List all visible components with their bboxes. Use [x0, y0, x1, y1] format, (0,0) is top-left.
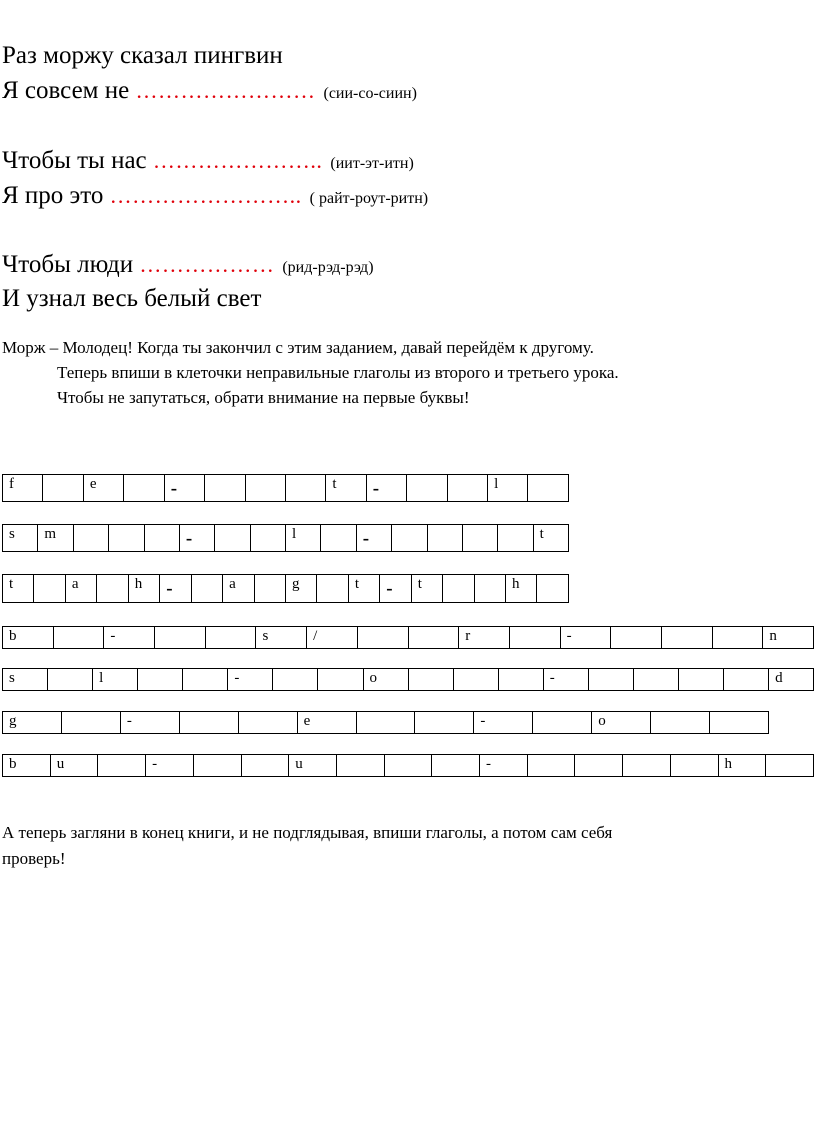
grid-cell[interactable]: s — [3, 525, 38, 551]
grid-cell[interactable] — [239, 712, 298, 733]
grid-cell[interactable]: o — [592, 712, 651, 733]
instruction-line-2: Теперь впиши в клеточки неправильные глаголы из второго и третьего урока. — [57, 363, 619, 382]
grid-cell[interactable] — [634, 669, 679, 690]
grid-cell[interactable]: b — [3, 755, 51, 776]
grid-cell[interactable]: h — [506, 575, 537, 602]
grid-cell[interactable]: t — [412, 575, 443, 602]
poem-line-2 — [2, 78, 417, 103]
grid-cell[interactable] — [246, 475, 286, 501]
grid-cell[interactable]: l — [488, 475, 528, 501]
grid-cell[interactable]: - — [121, 712, 180, 733]
grid-cell[interactable] — [54, 627, 105, 648]
grid-cell[interactable]: - — [146, 755, 194, 776]
grid-cell[interactable]: o — [364, 669, 409, 690]
grid-cell[interactable] — [463, 525, 498, 551]
grid-cell[interactable] — [180, 712, 239, 733]
grid-cell[interactable]: - — [474, 712, 533, 733]
grid-cell[interactable] — [109, 525, 144, 551]
letter-grid-5 — [2, 668, 814, 691]
grid-cell[interactable]: e — [84, 475, 124, 501]
answer-blank-1: …………………… — [135, 78, 316, 103]
poem-line-6: И узнал весь белый свет — [2, 285, 262, 312]
grid-cell[interactable] — [510, 627, 561, 648]
grid-cell[interactable]: - — [380, 575, 411, 602]
grid-cell[interactable]: e — [298, 712, 357, 733]
grid-cell[interactable] — [651, 712, 710, 733]
pronunciation-hint-1: (сии-со-сиин) — [323, 85, 417, 102]
grid-cell[interactable] — [611, 627, 662, 648]
grid-cell[interactable]: - — [160, 575, 191, 602]
poem-line-1: Раз моржу сказал пингвин — [2, 42, 283, 69]
grid-cell[interactable]: t — [3, 575, 34, 602]
grid-cell[interactable] — [498, 525, 533, 551]
grid-cell[interactable] — [183, 669, 228, 690]
letter-grid-7 — [2, 754, 814, 777]
grid-cell[interactable]: s — [3, 669, 48, 690]
footer-line-1: А теперь загляни в конец книги, и не подглядывая, впиши глаголы, а потом сам себя — [2, 823, 613, 842]
grid-cell[interactable]: - — [180, 525, 215, 551]
grid-cell[interactable]: h — [719, 755, 767, 776]
grid-cell[interactable] — [358, 627, 409, 648]
grid-cell[interactable] — [454, 669, 499, 690]
grid-cell[interactable] — [428, 525, 463, 551]
grid-cell[interactable] — [415, 712, 474, 733]
grid-cell[interactable]: - — [104, 627, 155, 648]
grid-cell[interactable] — [392, 525, 427, 551]
grid-cell[interactable] — [528, 475, 568, 501]
grid-cell[interactable] — [251, 525, 286, 551]
grid-cell[interactable] — [255, 575, 286, 602]
grid-cell[interactable] — [537, 575, 568, 602]
pronunciation-hint-2: (иит-эт-итн) — [330, 155, 414, 172]
grid-cell[interactable]: g — [286, 575, 317, 602]
letter-grid-2 — [2, 524, 569, 552]
grid-cell[interactable] — [43, 475, 83, 501]
grid-cell[interactable] — [34, 575, 65, 602]
grid-cell[interactable] — [74, 525, 109, 551]
instruction-line-1: Морж – Молодец! Когда ты закончил с этим заданием, давай перейдём к другому. — [2, 338, 594, 357]
grid-cell[interactable] — [205, 475, 245, 501]
grid-cell[interactable] — [533, 712, 592, 733]
pronunciation-hint-3: ( райт-роут-ритн) — [309, 190, 429, 207]
grid-cell[interactable]: s — [256, 627, 307, 648]
grid-cell[interactable] — [155, 627, 206, 648]
grid-cell[interactable] — [192, 575, 223, 602]
letter-grid-3 — [2, 574, 569, 603]
grid-cell[interactable] — [317, 575, 348, 602]
grid-cell[interactable] — [215, 525, 250, 551]
poem-line-5 — [2, 252, 374, 277]
grid-cell[interactable] — [710, 712, 769, 733]
answer-blank-2: ………………….. — [152, 148, 323, 173]
grid-cell[interactable] — [475, 575, 506, 602]
grid-cell[interactable]: u — [51, 755, 99, 776]
answer-blank-3: …………………….. — [109, 183, 302, 208]
poem-line-3 — [2, 148, 414, 173]
grid-cell[interactable] — [385, 755, 433, 776]
grid-cell[interactable] — [206, 627, 257, 648]
grid-cell[interactable]: - — [165, 475, 205, 501]
grid-cell[interactable]: d — [769, 669, 814, 690]
grid-cell[interactable]: u — [289, 755, 337, 776]
grid-cell[interactable]: a — [223, 575, 254, 602]
grid-cell[interactable] — [357, 712, 416, 733]
pronunciation-hint-4: (рид-рэд-рэд) — [282, 259, 374, 276]
grid-cell[interactable] — [194, 755, 242, 776]
grid-cell[interactable] — [623, 755, 671, 776]
grid-cell[interactable]: - — [357, 525, 392, 551]
grid-cell[interactable] — [97, 575, 128, 602]
grid-cell[interactable] — [145, 525, 180, 551]
grid-cell[interactable] — [575, 755, 623, 776]
grid-cell[interactable] — [318, 669, 363, 690]
grid-cell[interactable]: m — [38, 525, 73, 551]
poem-line-4 — [2, 183, 428, 208]
instruction-line-3: Чтобы не запутаться, обрати внимание на первые буквы! — [57, 388, 470, 407]
poem-line-4-text: Я про это — [2, 182, 110, 209]
grid-cell[interactable] — [62, 712, 121, 733]
grid-cell[interactable] — [321, 525, 356, 551]
grid-cell[interactable]: n — [763, 627, 814, 648]
poem-line-5-text: Чтобы люди — [2, 251, 140, 278]
grid-cell[interactable] — [724, 669, 769, 690]
grid-cell[interactable] — [138, 669, 183, 690]
grid-cell[interactable] — [528, 755, 576, 776]
grid-cell[interactable]: l — [93, 669, 138, 690]
poem-line-2-text: Я совсем не — [2, 77, 136, 104]
grid-cell[interactable]: t — [534, 525, 569, 551]
grid-cell[interactable]: b — [3, 627, 54, 648]
poem-line-3-text: Чтобы ты нас — [2, 147, 153, 174]
grid-cell[interactable] — [337, 755, 385, 776]
grid-cell[interactable] — [499, 669, 544, 690]
grid-cell[interactable]: t — [349, 575, 380, 602]
grid-cell[interactable] — [662, 627, 713, 648]
grid-cell[interactable] — [48, 669, 93, 690]
grid-cell[interactable]: - — [561, 627, 612, 648]
grid-cell[interactable] — [671, 755, 719, 776]
grid-cell[interactable] — [448, 475, 488, 501]
grid-cell[interactable] — [407, 475, 447, 501]
grid-cell[interactable] — [432, 755, 480, 776]
grid-cell[interactable]: / — [307, 627, 358, 648]
grid-cell[interactable]: - — [367, 475, 407, 501]
letter-grid-6 — [2, 711, 769, 734]
grid-cell[interactable]: - — [544, 669, 589, 690]
grid-cell[interactable]: - — [228, 669, 273, 690]
letter-grid-1 — [2, 474, 569, 502]
grid-cell[interactable] — [409, 627, 460, 648]
letter-grid-4 — [2, 626, 814, 649]
footer-line-2: проверь! — [2, 849, 66, 868]
grid-cell[interactable]: r — [459, 627, 510, 648]
grid-cell[interactable]: - — [480, 755, 528, 776]
grid-cell[interactable] — [443, 575, 474, 602]
grid-cell[interactable]: h — [129, 575, 160, 602]
grid-cell[interactable]: a — [66, 575, 97, 602]
answer-blank-4: ……………… — [139, 252, 275, 277]
grid-cell[interactable]: g — [3, 712, 62, 733]
grid-cell[interactable] — [286, 475, 326, 501]
grid-cell[interactable]: f — [3, 475, 43, 501]
grid-cell[interactable] — [766, 755, 814, 776]
grid-cell[interactable] — [679, 669, 724, 690]
grid-cell[interactable] — [589, 669, 634, 690]
grid-cell[interactable] — [273, 669, 318, 690]
grid-cell[interactable] — [98, 755, 146, 776]
grid-cell[interactable] — [124, 475, 164, 501]
grid-cell[interactable]: l — [286, 525, 321, 551]
grid-cell[interactable] — [713, 627, 764, 648]
grid-cell[interactable] — [409, 669, 454, 690]
grid-cell[interactable] — [242, 755, 290, 776]
grid-cell[interactable]: t — [326, 475, 366, 501]
